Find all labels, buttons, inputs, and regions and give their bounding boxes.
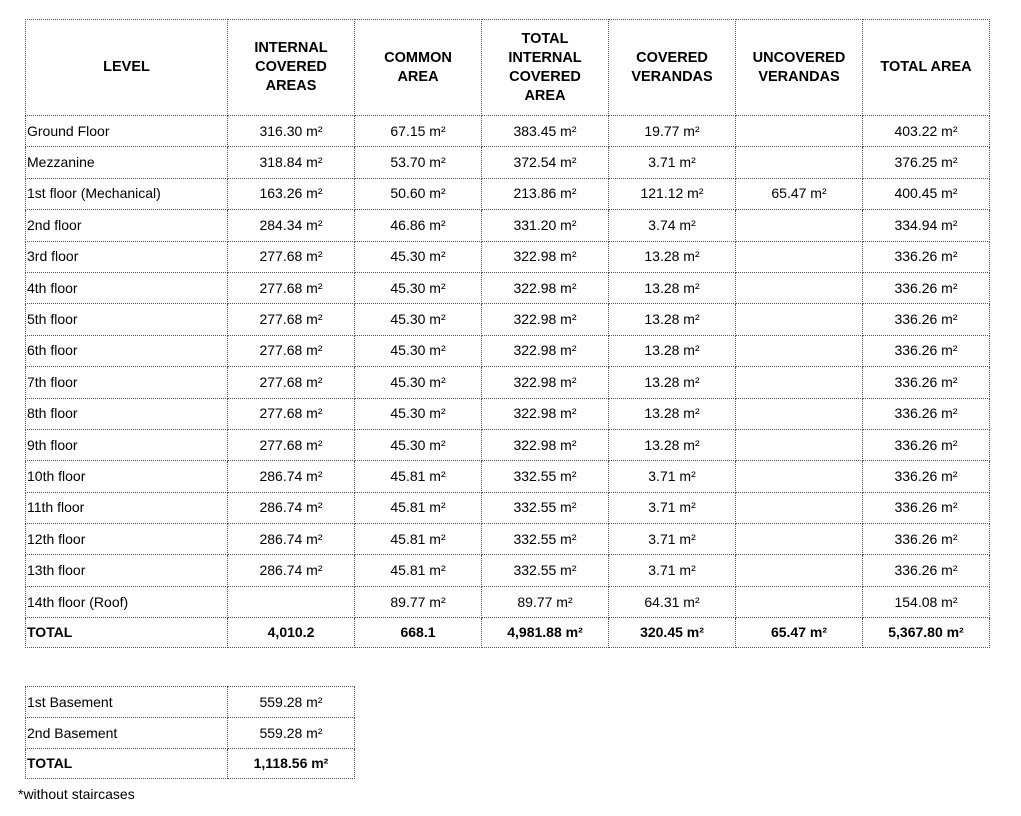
total-value: 320.45 m² <box>609 618 736 648</box>
level-cell: 1st Basement <box>26 687 228 718</box>
value-cell: 13.28 m² <box>609 304 736 335</box>
value-cell: 45.30 m² <box>355 429 482 460</box>
value-cell: 3.71 m² <box>609 492 736 523</box>
value-cell <box>736 241 863 272</box>
level-cell: 8th floor <box>26 398 228 429</box>
value-cell: 318.84 m² <box>228 147 355 178</box>
value-cell: 336.26 m² <box>863 367 990 398</box>
level-cell: 12th floor <box>26 524 228 555</box>
total-value: 5,367.80 m² <box>863 618 990 648</box>
basement-table <box>25 686 355 779</box>
value-cell: 334.94 m² <box>863 210 990 241</box>
value-cell: 286.74 m² <box>228 524 355 555</box>
value-cell: 372.54 m² <box>482 147 609 178</box>
level-cell: 9th floor <box>26 429 228 460</box>
header-row <box>26 20 990 116</box>
value-cell: 13.28 m² <box>609 429 736 460</box>
value-cell: 45.30 m² <box>355 272 482 303</box>
value-cell: 53.70 m² <box>355 147 482 178</box>
table-row <box>26 210 990 241</box>
value-cell <box>736 586 863 617</box>
value-cell: 46.86 m² <box>355 210 482 241</box>
value-cell: 336.26 m² <box>863 555 990 586</box>
value-cell: 286.74 m² <box>228 555 355 586</box>
value-cell: 64.31 m² <box>609 586 736 617</box>
value-cell: 336.26 m² <box>863 492 990 523</box>
value-cell: 3.71 m² <box>609 555 736 586</box>
value-cell <box>736 398 863 429</box>
value-cell: 332.55 m² <box>482 555 609 586</box>
level-cell: 4th floor <box>26 272 228 303</box>
value-cell: 559.28 m² <box>228 718 355 749</box>
value-cell: 336.26 m² <box>863 335 990 366</box>
value-cell: 45.30 m² <box>355 304 482 335</box>
value-cell: 277.68 m² <box>228 272 355 303</box>
table-row <box>26 304 990 335</box>
value-cell <box>228 586 355 617</box>
value-cell: 3.71 m² <box>609 461 736 492</box>
table-row <box>26 524 990 555</box>
total-value: 4,010.2 <box>228 618 355 648</box>
level-cell: Mezzanine <box>26 147 228 178</box>
value-cell: 322.98 m² <box>482 304 609 335</box>
value-cell: 3.74 m² <box>609 210 736 241</box>
value-cell: 45.30 m² <box>355 367 482 398</box>
header-covered-verandas: COVERED VERANDAS <box>609 20 736 116</box>
value-cell: 322.98 m² <box>482 398 609 429</box>
total-row <box>26 749 355 779</box>
table-row <box>26 335 990 366</box>
value-cell <box>736 210 863 241</box>
level-cell: 3rd floor <box>26 241 228 272</box>
value-cell: 277.68 m² <box>228 335 355 366</box>
area-table <box>25 19 990 648</box>
value-cell: 45.81 m² <box>355 492 482 523</box>
value-cell: 383.45 m² <box>482 116 609 147</box>
table-row <box>26 147 990 178</box>
value-cell <box>736 335 863 366</box>
area-table-body <box>26 116 990 648</box>
value-cell: 65.47 m² <box>736 178 863 209</box>
level-cell: 7th floor <box>26 367 228 398</box>
value-cell: 89.77 m² <box>355 586 482 617</box>
value-cell: 19.77 m² <box>609 116 736 147</box>
value-cell <box>736 367 863 398</box>
value-cell: 376.25 m² <box>863 147 990 178</box>
value-cell: 277.68 m² <box>228 241 355 272</box>
header-total-area: TOTAL AREA <box>863 20 990 116</box>
total-value: 668.1 <box>355 618 482 648</box>
value-cell: 336.26 m² <box>863 398 990 429</box>
table-row <box>26 116 990 147</box>
value-cell: 3.71 m² <box>609 524 736 555</box>
table-row <box>26 367 990 398</box>
table-row <box>26 461 990 492</box>
value-cell: 121.12 m² <box>609 178 736 209</box>
value-cell: 45.81 m² <box>355 555 482 586</box>
level-cell: 14th floor (Roof) <box>26 586 228 617</box>
value-cell: 336.26 m² <box>863 241 990 272</box>
value-cell: 45.30 m² <box>355 335 482 366</box>
value-cell: 316.30 m² <box>228 116 355 147</box>
value-cell: 13.28 m² <box>609 398 736 429</box>
level-cell: 13th floor <box>26 555 228 586</box>
header-common-area: COMMON AREA <box>355 20 482 116</box>
value-cell: 332.55 m² <box>482 461 609 492</box>
value-cell: 13.28 m² <box>609 335 736 366</box>
table-row <box>26 272 990 303</box>
value-cell: 284.34 m² <box>228 210 355 241</box>
value-cell: 322.98 m² <box>482 335 609 366</box>
value-cell: 336.26 m² <box>863 524 990 555</box>
table-row <box>26 178 990 209</box>
total-row <box>26 618 990 648</box>
level-cell: 1st floor (Mechanical) <box>26 178 228 209</box>
value-cell: 45.81 m² <box>355 461 482 492</box>
value-cell: 336.26 m² <box>863 272 990 303</box>
value-cell: 322.98 m² <box>482 272 609 303</box>
value-cell: 277.68 m² <box>228 304 355 335</box>
footnote: *without staircases <box>18 786 135 802</box>
value-cell: 322.98 m² <box>482 367 609 398</box>
value-cell: 50.60 m² <box>355 178 482 209</box>
total-label: TOTAL <box>26 749 228 779</box>
level-cell: 2nd Basement <box>26 718 228 749</box>
level-cell: 5th floor <box>26 304 228 335</box>
value-cell: 13.28 m² <box>609 272 736 303</box>
header-total-internal-covered-area: TOTAL INTERNAL COVERED AREA <box>482 20 609 116</box>
value-cell: 322.98 m² <box>482 241 609 272</box>
value-cell: 13.28 m² <box>609 241 736 272</box>
total-value: 4,981.88 m² <box>482 618 609 648</box>
value-cell: 45.81 m² <box>355 524 482 555</box>
value-cell: 332.55 m² <box>482 492 609 523</box>
value-cell <box>736 147 863 178</box>
table-row <box>26 398 990 429</box>
level-cell: 2nd floor <box>26 210 228 241</box>
level-cell: 6th floor <box>26 335 228 366</box>
value-cell <box>736 492 863 523</box>
value-cell: 332.55 m² <box>482 524 609 555</box>
basement-row <box>26 718 355 749</box>
table-row <box>26 241 990 272</box>
total-value: 65.47 m² <box>736 618 863 648</box>
value-cell: 559.28 m² <box>228 687 355 718</box>
table-row <box>26 492 990 523</box>
value-cell: 400.45 m² <box>863 178 990 209</box>
table-row <box>26 429 990 460</box>
value-cell: 286.74 m² <box>228 461 355 492</box>
value-cell: 336.26 m² <box>863 429 990 460</box>
value-cell: 403.22 m² <box>863 116 990 147</box>
table-row <box>26 586 990 617</box>
value-cell <box>736 524 863 555</box>
level-cell: Ground Floor <box>26 116 228 147</box>
total-value: 1,118.56 m² <box>228 749 355 779</box>
value-cell: 45.30 m² <box>355 398 482 429</box>
value-cell: 336.26 m² <box>863 304 990 335</box>
basement-row <box>26 687 355 718</box>
value-cell <box>736 461 863 492</box>
value-cell: 89.77 m² <box>482 586 609 617</box>
value-cell: 277.68 m² <box>228 367 355 398</box>
level-cell: 11th floor <box>26 492 228 523</box>
value-cell: 213.86 m² <box>482 178 609 209</box>
header-level: LEVEL <box>26 20 228 116</box>
basement-table-body <box>26 687 355 779</box>
total-label: TOTAL <box>26 618 228 648</box>
value-cell <box>736 116 863 147</box>
value-cell: 45.30 m² <box>355 241 482 272</box>
value-cell <box>736 429 863 460</box>
value-cell: 163.26 m² <box>228 178 355 209</box>
level-cell: 10th floor <box>26 461 228 492</box>
value-cell: 67.15 m² <box>355 116 482 147</box>
value-cell: 3.71 m² <box>609 147 736 178</box>
header-internal-covered-areas: INTERNAL COVERED AREAS <box>228 20 355 116</box>
value-cell: 277.68 m² <box>228 429 355 460</box>
value-cell: 331.20 m² <box>482 210 609 241</box>
value-cell <box>736 555 863 586</box>
value-cell: 277.68 m² <box>228 398 355 429</box>
value-cell <box>736 304 863 335</box>
header-uncovered-verandas: UNCOVERED VERANDAS <box>736 20 863 116</box>
value-cell: 322.98 m² <box>482 429 609 460</box>
value-cell: 13.28 m² <box>609 367 736 398</box>
value-cell: 154.08 m² <box>863 586 990 617</box>
value-cell: 286.74 m² <box>228 492 355 523</box>
table-row <box>26 555 990 586</box>
value-cell: 336.26 m² <box>863 461 990 492</box>
value-cell <box>736 272 863 303</box>
